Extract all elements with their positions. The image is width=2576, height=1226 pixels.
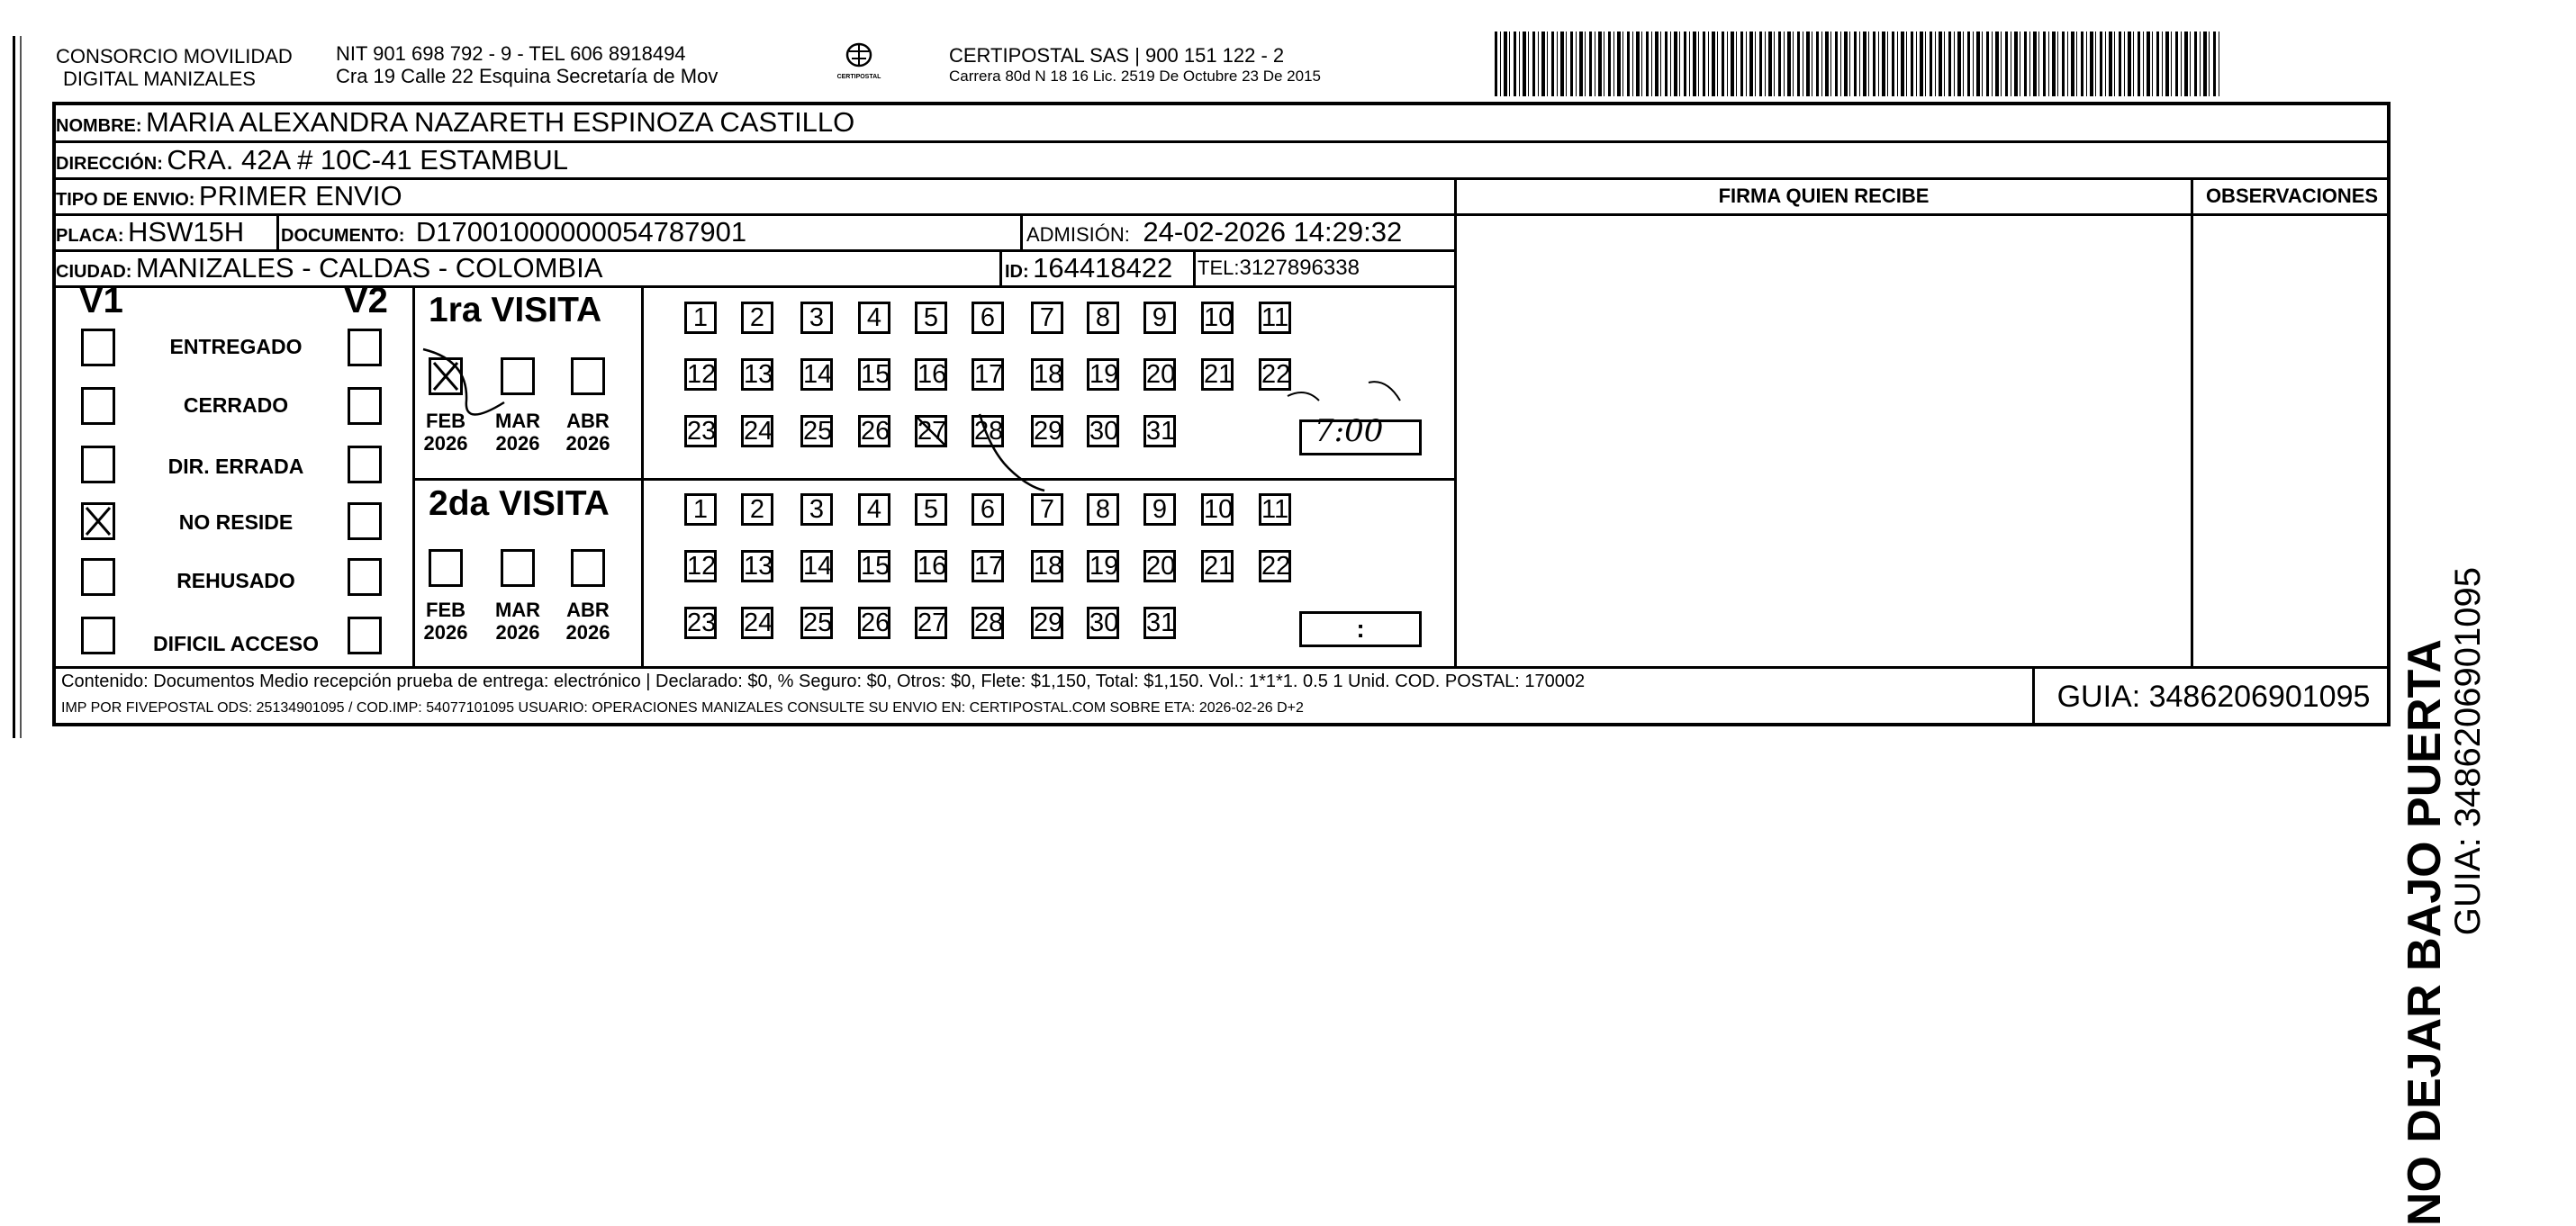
visit-2-day-1[interactable]: 1 (684, 493, 717, 526)
visit-1-day-12[interactable]: 12 (684, 358, 717, 391)
v1-header: V1 (79, 281, 123, 320)
nombre-label: NOMBRE: (56, 116, 142, 136)
visit-2-day-24[interactable]: 24 (741, 607, 773, 639)
documento-label: DOCUMENTO: (281, 226, 405, 246)
placa-value: HSW15H (128, 216, 245, 248)
visit-2-day-19[interactable]: 19 (1087, 550, 1119, 582)
visit-2-day-2[interactable]: 2 (741, 493, 773, 526)
visit-2-day-27[interactable]: 27 (915, 607, 947, 639)
v2-header: V2 (344, 281, 388, 320)
ciudad-value: MANIZALES - CALDAS - COLOMBIA (135, 252, 603, 284)
nombre-value: MARIA ALEXANDRA NAZARETH ESPINOZA CASTILLO (146, 106, 855, 138)
visit-1-day-10[interactable]: 10 (1201, 302, 1234, 334)
visit-1-day-9[interactable]: 9 (1143, 302, 1176, 334)
visit-2-day-25[interactable]: 25 (800, 607, 833, 639)
visit-1-day-6[interactable]: 6 (972, 302, 1004, 334)
visit-2-month-label: MAR 2026 (494, 599, 541, 644)
footer-contents: Contenido: Documentos Medio recepción prueba de entrega: electrónico | Declarado: $0, % Seguro: $0, Otros: $0, Flete: $1,150, Total: $1,150. Vol.: 1*1*1. 0.5 1 Unid. COD. POSTAL: 170002 (61, 672, 1586, 691)
visit-1-month-label: ABR 2026 (565, 410, 610, 455)
visit-2-day-8[interactable]: 8 (1087, 493, 1119, 526)
col-divider (2032, 666, 2035, 726)
visit-1-day-2[interactable]: 2 (741, 302, 773, 334)
visit-2-time-box[interactable] (1299, 611, 1422, 647)
status-cerrado: CERRADO (183, 393, 289, 417)
visit-1-day-17[interactable]: 17 (972, 358, 1004, 391)
ciudad-label: CIUDAD: (56, 262, 132, 282)
admision-value: 24-02-2026 14:29:32 (1143, 216, 1403, 248)
visit-1-day-19[interactable]: 19 (1087, 358, 1119, 391)
id-value: 164418422 (1033, 252, 1173, 284)
visit-1-day-30[interactable]: 30 (1087, 415, 1119, 447)
visit-2-day-7[interactable]: 7 (1031, 493, 1063, 526)
address-line: Cra 19 Calle 22 Esquina Secretaría de Mov (336, 65, 719, 87)
visit-1-day-31[interactable]: 31 (1143, 415, 1176, 447)
visit-1-time-annotation: 7:00 (1315, 413, 1384, 449)
visit-2-day-9[interactable]: 9 (1143, 493, 1176, 526)
status-entregado: ENTREGADO (169, 335, 303, 358)
visit-1-month-label: FEB 2026 (423, 410, 468, 455)
visit-1-day-1[interactable]: 1 (684, 302, 717, 334)
visit-2-day-17[interactable]: 17 (972, 550, 1004, 582)
visit-2-month-abr[interactable] (571, 549, 605, 587)
visit-1-day-27[interactable]: 27 (915, 415, 947, 447)
visit-2-day-6[interactable]: 6 (972, 493, 1004, 526)
company-line-2: DIGITAL MANIZALES (63, 68, 256, 90)
visit-2-month-label: ABR 2026 (565, 599, 610, 644)
visit-1-day-25[interactable]: 25 (800, 415, 833, 447)
visit-1-day-8[interactable]: 8 (1087, 302, 1119, 334)
visit-1-day-4[interactable]: 4 (858, 302, 890, 334)
visit-2-month-mar[interactable] (501, 549, 535, 587)
visit-2-day-29[interactable]: 29 (1031, 607, 1063, 639)
visit-2-day-22[interactable]: 22 (1259, 550, 1291, 582)
visit-2-time-separator: : (1356, 615, 1365, 643)
visit-1-day-7[interactable]: 7 (1031, 302, 1063, 334)
visit-1-day-3[interactable]: 3 (800, 302, 833, 334)
side-guia: GUIA: 3486206901095 (2448, 567, 2488, 936)
visit-2-day-23[interactable]: 23 (684, 607, 717, 639)
tipo-value: PRIMER ENVIO (198, 180, 402, 212)
visit-1-day-18[interactable]: 18 (1031, 358, 1063, 391)
footer-imp: IMP POR FIVEPOSTAL ODS: 25134901095 / COD.IMP: 54077101095 USUARIO: OPERACIONES MANIZALES CONSULTE SU ENVIO EN: CERTIPOSTAL.COM SOBRE ETA: 2026-02-26 D+2 (61, 700, 1304, 716)
tel-value: 3127896338 (1239, 256, 1360, 280)
visit-2-day-13[interactable]: 13 (741, 550, 773, 582)
visit-1-day-24[interactable]: 24 (741, 415, 773, 447)
barcode (1495, 32, 2219, 96)
visit-2-month-label: FEB 2026 (423, 599, 468, 644)
visit-2-day-12[interactable]: 12 (684, 550, 717, 582)
visit-2-day-3[interactable]: 3 (800, 493, 833, 526)
visit-1-day-22[interactable]: 22 (1259, 358, 1291, 391)
company-line-1: CONSORCIO MOVILIDAD (56, 45, 293, 68)
id-label: ID: (1005, 262, 1029, 282)
status-rehusado: REHUSADO (176, 569, 295, 592)
visit-2-day-16[interactable]: 16 (915, 550, 947, 582)
visit-2-day-18[interactable]: 18 (1031, 550, 1063, 582)
placa-label: PLACA: (56, 226, 124, 246)
visit-1-title: 1ra VISITA (429, 291, 602, 329)
visit-1-day-14[interactable]: 14 (800, 358, 833, 391)
status-dificil-acceso: DIFICIL ACCESO (152, 632, 319, 655)
visit-1-day-5[interactable]: 5 (915, 302, 947, 334)
visit-1-day-13[interactable]: 13 (741, 358, 773, 391)
documento-value: D17001000000054787901 (415, 216, 747, 248)
visit-1-day-16[interactable]: 16 (915, 358, 947, 391)
visit-1-day-26[interactable]: 26 (858, 415, 890, 447)
visit-1-day-20[interactable]: 20 (1143, 358, 1176, 391)
firma-header: FIRMA QUIEN RECIBE (1718, 185, 1930, 207)
v2-checkbox-no-reside[interactable] (348, 502, 382, 540)
col-divider (2191, 177, 2193, 668)
side-warning: NO DEJAR BAJO PUERTA (2399, 639, 2451, 1226)
visit-1-day-29[interactable]: 29 (1031, 415, 1063, 447)
visit-2-day-4[interactable]: 4 (858, 493, 890, 526)
tipo-label: TIPO DE ENVIO: (56, 190, 195, 210)
check-mark-icon (84, 505, 113, 537)
v2-checkbox-rehusado[interactable] (348, 558, 382, 596)
logo-text: CERTIPOSTAL (836, 74, 881, 80)
visit-2-day-30[interactable]: 30 (1087, 607, 1119, 639)
nit-line: NIT 901 698 792 - 9 - TEL 606 8918494 (336, 42, 686, 65)
visit-1-month-label: MAR 2026 (494, 410, 541, 455)
visit-2-day-20[interactable]: 20 (1143, 550, 1176, 582)
visit-2-day-15[interactable]: 15 (858, 550, 890, 582)
handwriting-strokes (0, 0, 1459, 504)
visit-2-day-11[interactable]: 11 (1259, 493, 1291, 526)
certipostal-line-2: Carrera 80d N 18 16 Lic. 2519 De Octubre 23 De 2015 (949, 68, 1321, 85)
signature-area (1457, 216, 2191, 666)
visit-2-day-28[interactable]: 28 (972, 607, 1004, 639)
visit-2-day-5[interactable]: 5 (915, 493, 947, 526)
visit-1-day-11[interactable]: 11 (1259, 302, 1291, 334)
visit-1-day-15[interactable]: 15 (858, 358, 890, 391)
visit-2-title: 2da VISITA (429, 484, 610, 523)
visit-1-day-28[interactable]: 28 (972, 415, 1004, 447)
admision-label: ADMISIÓN: (1026, 223, 1130, 246)
v1-checkbox-rehusado[interactable] (81, 558, 115, 596)
tel-label: TEL: (1198, 257, 1240, 279)
visit-2-day-31[interactable]: 31 (1143, 607, 1176, 639)
v1-checkbox-no-reside[interactable] (81, 502, 115, 540)
visit-1-day-21[interactable]: 21 (1201, 358, 1234, 391)
observaciones-header: OBSERVACIONES (2205, 185, 2379, 207)
status-dir-errada: DIR. ERRADA (167, 455, 304, 478)
direccion-value: CRA. 42A # 10C-41 ESTAMBUL (167, 144, 569, 176)
visit-2-day-10[interactable]: 10 (1201, 493, 1234, 526)
visit-2-day-14[interactable]: 14 (800, 550, 833, 582)
direccion-label: DIRECCIÓN: (56, 154, 163, 174)
status-no-reside: NO RESIDE (178, 510, 294, 534)
certipostal-line-1: CERTIPOSTAL SAS | 900 151 122 - 2 (949, 44, 1285, 67)
visit-1-day-23[interactable]: 23 (684, 415, 717, 447)
v2-checkbox-dificil-acceso[interactable] (348, 617, 382, 654)
visit-2-day-21[interactable]: 21 (1201, 550, 1234, 582)
footer-guia: GUIA: 3486206901095 (2056, 680, 2371, 714)
v1-checkbox-dificil-acceso[interactable] (81, 617, 115, 654)
visit-2-month-feb[interactable] (429, 549, 463, 587)
visit-2-day-26[interactable]: 26 (858, 607, 890, 639)
